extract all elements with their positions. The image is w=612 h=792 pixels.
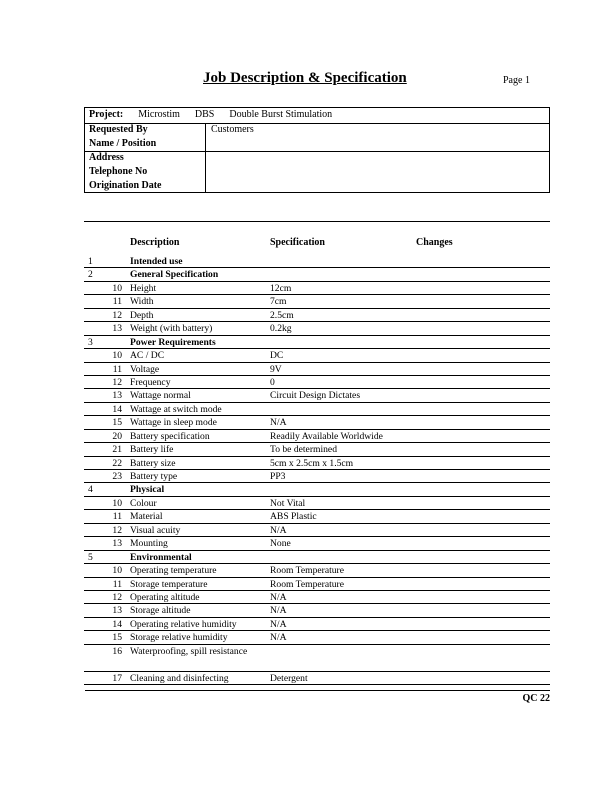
section-heading: Environmental (130, 551, 192, 563)
item-number: 11 (112, 578, 122, 590)
section-number: 5 (88, 551, 93, 563)
item-number: 15 (112, 632, 122, 644)
table-row (84, 524, 550, 537)
item-number: 23 (112, 471, 122, 482)
item-number: 13 (112, 538, 122, 550)
item-number: 11 (112, 511, 122, 523)
item-number: 12 (112, 591, 122, 603)
item-number: 12 (112, 524, 122, 536)
table-row (84, 497, 550, 510)
item-specification: Circuit Design Dictates (270, 390, 361, 402)
item-number: 13 (112, 605, 122, 617)
project-code: DBS (194, 109, 215, 120)
name-position-label: Name / Position (89, 138, 157, 149)
table-row (84, 389, 550, 402)
table-row (84, 470, 550, 483)
item-description: Waterproofing, spill resistance (130, 645, 248, 657)
table-row (84, 672, 550, 685)
contact-row (85, 151, 549, 193)
section-number: 4 (88, 484, 93, 496)
item-specification: To be determined (270, 444, 337, 456)
item-description: Depth (130, 309, 154, 321)
table-row (84, 510, 550, 523)
item-description: Wattage at switch mode (130, 403, 222, 415)
item-number: 12 (112, 376, 122, 388)
footer-rule (85, 690, 550, 691)
table-row (84, 578, 550, 591)
page-number: Page 1 (503, 75, 530, 86)
column-header-specification: Specification (270, 237, 325, 248)
project-name: Microstim (138, 109, 180, 120)
section-heading: General Specification (130, 269, 219, 281)
item-number: 14 (112, 618, 122, 630)
item-specification: Readily Available Worldwide (270, 430, 383, 442)
table-row (84, 295, 550, 308)
item-specification: Room Temperature (270, 565, 345, 577)
item-number: 17 (112, 672, 122, 684)
item-number: 14 (112, 403, 122, 415)
item-number: 10 (112, 565, 122, 577)
item-description: Mounting (130, 538, 168, 550)
table-row (84, 483, 550, 496)
table-row (84, 363, 550, 376)
table-row (84, 645, 550, 672)
item-description: Storage altitude (130, 605, 191, 617)
item-description: Frequency (130, 376, 171, 388)
table-top-rule (84, 221, 550, 222)
item-description: AC / DC (130, 350, 165, 362)
table-row (84, 309, 550, 322)
item-number: 13 (112, 390, 122, 402)
requested-by-label: Requested By (89, 124, 148, 135)
item-description: Wattage in sleep mode (130, 417, 217, 429)
item-specification: N/A (270, 605, 287, 617)
telephone-label: Telephone No (89, 166, 148, 177)
item-specification: 7cm (270, 296, 287, 308)
header-divider (205, 123, 206, 192)
item-specification: Not Vital (270, 497, 306, 509)
item-description: Width (130, 296, 154, 308)
project-description: Double Burst Stimulation (229, 109, 333, 120)
item-description: Battery specification (130, 430, 210, 442)
item-number: 12 (112, 309, 122, 321)
item-specification: 0.2kg (270, 323, 292, 335)
requested-by-row (85, 123, 549, 152)
item-number: 16 (112, 645, 122, 657)
item-number: 11 (112, 296, 122, 308)
table-row (84, 376, 550, 389)
table-row (84, 336, 550, 349)
item-specification: N/A (270, 632, 287, 644)
origination-date-label: Origination Date (89, 180, 162, 191)
item-description: Storage temperature (130, 578, 208, 590)
table-row (84, 457, 550, 470)
table-row (84, 631, 550, 644)
item-description: Battery size (130, 457, 176, 469)
item-specification: 12cm (270, 282, 292, 294)
item-specification: N/A (270, 417, 287, 429)
item-specification: Room Temperature (270, 578, 345, 590)
item-number: 10 (112, 282, 122, 294)
item-specification: 2.5cm (270, 309, 294, 321)
table-row (84, 604, 550, 617)
address-label: Address (89, 152, 124, 163)
table-row (84, 591, 550, 604)
item-description: Wattage normal (130, 390, 191, 402)
item-description: Weight (with battery) (130, 323, 213, 335)
requested-by-value: Customers (211, 124, 254, 135)
project-row (85, 108, 549, 124)
item-description: Voltage (130, 363, 160, 375)
item-description: Operating temperature (130, 565, 217, 577)
table-body (84, 255, 550, 685)
table-row (84, 618, 550, 631)
table-row (84, 564, 550, 577)
table-row (84, 537, 550, 550)
section-heading: Power Requirements (130, 336, 216, 348)
item-specification: Detergent (270, 672, 308, 684)
item-specification: None (270, 538, 291, 550)
item-number: 15 (112, 417, 122, 429)
item-description: Operating relative humidity (130, 618, 237, 630)
table-row (84, 322, 550, 335)
section-heading: Physical (130, 484, 165, 496)
table-row (84, 416, 550, 429)
item-number: 11 (112, 363, 122, 375)
item-description: Battery life (130, 444, 174, 456)
item-number: 10 (112, 497, 122, 509)
table-row (84, 403, 550, 416)
table-row (84, 268, 550, 281)
item-specification: PP3 (270, 471, 286, 482)
item-specification: 9V (270, 363, 282, 375)
column-header-changes: Changes (416, 237, 453, 248)
item-specification: DC (270, 350, 284, 362)
item-specification: ABS Plastic (270, 511, 317, 523)
table-row (84, 430, 550, 443)
table-row (84, 551, 550, 564)
item-number: 20 (112, 430, 122, 442)
item-specification: N/A (270, 618, 287, 630)
project-header-box (84, 107, 550, 193)
item-description: Operating altitude (130, 591, 200, 603)
item-number: 13 (112, 323, 122, 335)
item-description: Visual acuity (130, 524, 181, 536)
item-description: Storage relative humidity (130, 632, 228, 644)
item-description: Battery type (130, 471, 178, 482)
section-heading: Intended use (130, 256, 183, 267)
item-number: 21 (112, 444, 122, 456)
section-number: 2 (88, 269, 93, 281)
footer-code: QC 22 (522, 693, 550, 704)
item-number: 22 (112, 457, 122, 469)
document-title: Job Description & Specification (203, 70, 407, 86)
item-description: Cleaning and disinfecting (130, 672, 229, 684)
item-description: Material (130, 511, 163, 523)
section-number: 3 (88, 336, 93, 348)
column-header-description: Description (130, 237, 180, 248)
table-row (84, 255, 550, 268)
table-row (84, 443, 550, 456)
item-specification: N/A (270, 591, 287, 603)
item-number: 10 (112, 350, 122, 362)
section-number: 1 (88, 256, 93, 267)
table-row (84, 282, 550, 295)
item-specification: 0 (270, 376, 275, 388)
item-specification: 5cm x 2.5cm x 1.5cm (270, 457, 354, 469)
project-label: Project: (89, 109, 124, 120)
item-specification: N/A (270, 524, 287, 536)
item-description: Colour (130, 497, 157, 509)
table-row (84, 349, 550, 362)
item-description: Height (130, 282, 157, 294)
